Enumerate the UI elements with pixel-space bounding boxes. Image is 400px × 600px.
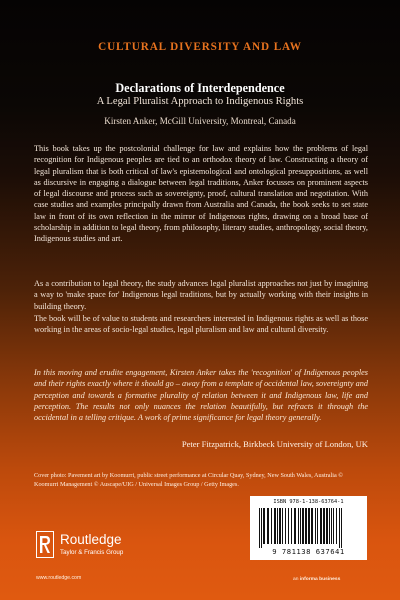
book-title: Declarations of Interdependence [115, 81, 285, 95]
review-quote: In this moving and erudite engagement, Kirsten Anker takes the 'recognition' of Indigenous peoples and their rights exactly where it should go – away from a template of occidental law, sovereignty and perception and towards a formative plurality of relation between it and Indigenous law, life and perception. The results not only nuances the relation beautifully, but refracts it through the occidental in a telling critique. A work of prime significance for legal theory generally. [34, 368, 368, 423]
barcode-bar [298, 508, 299, 544]
barcode-bar [271, 508, 272, 544]
informa-business [293, 577, 340, 582]
barcode-bar [277, 508, 278, 544]
informa-name: informa business [299, 577, 341, 582]
informa-prefix: an [293, 577, 300, 582]
publisher-name: Routledge [60, 532, 122, 547]
barcode-bar [329, 508, 330, 544]
barcode-bar [305, 508, 307, 544]
barcode-bar [291, 508, 292, 544]
publisher-website: www.routledge.com [36, 575, 82, 581]
barcode-bar [339, 508, 340, 548]
barcode-bar [288, 508, 289, 544]
barcode-digits: 9 781138 637641 [272, 547, 345, 556]
barcode-bar [279, 508, 281, 544]
publisher-logo [36, 530, 206, 570]
barcode-bar [333, 508, 334, 544]
barcode-bar [267, 508, 269, 544]
barcode-bar [336, 508, 337, 544]
barcode-bar [317, 508, 318, 544]
barcode-bar [331, 508, 332, 544]
cover-credit: Cover photo: Pavement art by Koomurri, public street performance at Circular Quay, Sydney, New South Wales, Australia © Koomurri Management © Auscape/UIG / Universal Images Group / Getty Images. [34, 472, 343, 488]
publisher-group: Taylor & Francis Group [60, 549, 124, 556]
barcode-bar [300, 508, 301, 544]
barcode-icon [255, 508, 362, 548]
review-source: Peter Fitzpatrick, Birkbeck University of London, UK [181, 439, 368, 449]
barcode-bar [261, 508, 262, 548]
barcode-bar [259, 508, 260, 548]
barcode-bar [311, 508, 313, 544]
barcode-bar [308, 508, 310, 544]
isbn-label: ISBN 978-1-138-63764-1 [273, 499, 344, 505]
routledge-logo-icon [36, 531, 54, 558]
barcode-bar [341, 508, 342, 548]
blurb-paragraph-3: The book will be of value to students and researchers interested in Indigenous rights as well as those working in the areas of socio-legal studies, legal pluralism and law and cultural diversity. [34, 314, 368, 335]
barcode-box [250, 496, 367, 560]
barcode-bar [282, 508, 283, 544]
barcode-bar [326, 508, 328, 544]
barcode-bar [315, 508, 316, 544]
barcode-bar [263, 508, 265, 544]
series-title: CULTURAL DIVERSITY AND LAW [98, 41, 302, 53]
barcode-bar [294, 508, 296, 544]
barcode-bar [302, 508, 304, 544]
blurb-paragraph-2: As a contribution to legal theory, the study advances legal pluralist approaches not just by imagining a way to 'make space for' Indigenous legal traditions, but by actually working with their insights in building theory. [34, 279, 368, 311]
author-line: Kirsten Anker, McGill University, Montreal, Canada [104, 116, 296, 126]
barcode-bar [274, 508, 276, 544]
blurb-paragraph-1: This book takes up the postcolonial challenge for law and explains how the problems of legal recognition for Indigenous peoples are tied to an orthodox theory of law. Constructing a theory of legal pluralism that is both critical of law's epistemological and ontological presuppositions, as well as discursive in engaging a dialogue between legal traditions, Anker focusses on prominent aspects of legal discourse and process such as sovereignty, proof, cultural translation and negotiation. With case studies and examples principally drawn from Australia and Canada, the book seeks to set state law in front of its own reflection in the mirror of Indigenous rights, drawing on a broad base of scholarship in addition to legal theory, from philosophy, literary studies, anthropology, social theory, Indigenous studies and art. [34, 144, 368, 244]
book-subtitle: A Legal Pluralist Approach to Indigenous Rights [96, 96, 304, 107]
barcode-bar [320, 508, 322, 544]
barcode-bar [285, 508, 286, 544]
barcode-bar [323, 508, 325, 544]
